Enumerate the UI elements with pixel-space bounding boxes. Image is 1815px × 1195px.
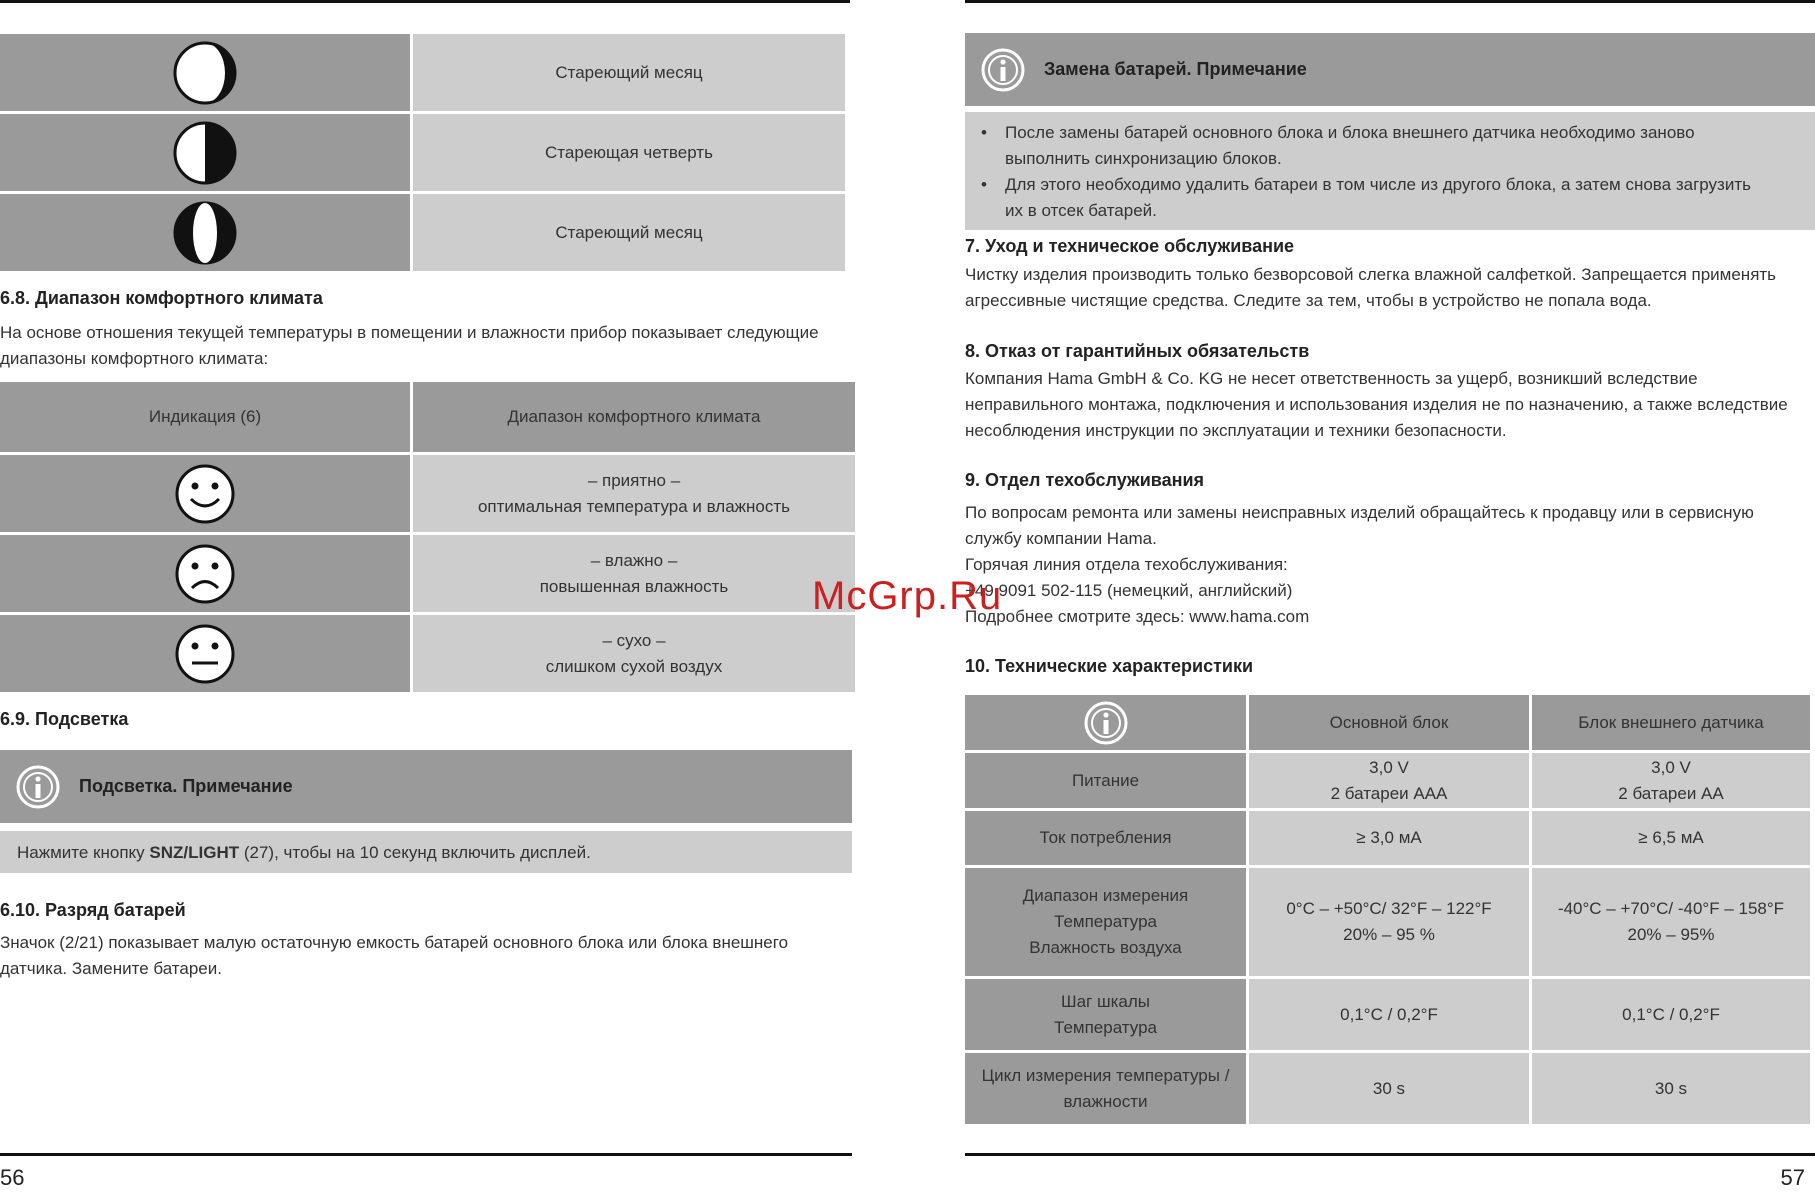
moon-phase-label: Стареющая четверть [545,142,713,162]
spec-value: 0°C – +50°C/ 32°F – 122°F [1286,899,1492,918]
moon-icon-cell [0,34,413,114]
note-text-post: (27), чтобы на 10 секунд включить дисплей. [239,843,591,862]
moon-phase-table [0,34,845,271]
care-heading: 7. Уход и техническое обслуживание [965,236,1295,256]
bottom-rule [965,1153,1815,1156]
spec-value: 0,1°C / 0,2°F [1622,1004,1720,1024]
table-header-row [0,382,855,455]
hotline-number: +49 9091 502-115 (немецкий, английский) [965,581,1293,600]
table-row [965,868,1810,979]
spec-label-cell [965,868,1249,979]
face-icon-cell [0,615,413,692]
spec-label-cell [965,811,1249,868]
header-cell [0,382,413,455]
moon-label-cell [413,194,845,271]
left-page [0,0,860,1195]
face-icon-cell [0,535,413,615]
table-row [965,979,1810,1053]
backlight-note-header [0,750,852,823]
moon-icon-cell [0,194,413,271]
battery-note-header [965,33,1815,106]
moon-icon-cell [0,114,413,194]
header-cell [413,382,855,455]
website-line: Подробнее смотрите здесь: www.hama.com [965,607,1310,626]
spec-value: 2 батареи AAA [1330,783,1448,803]
text-line: неправильного монтажа, подключения и использования изделия не по назначению, а также вследствие [965,395,1788,414]
text-line: диапазоны комфортного климата: [0,349,269,368]
service-text [965,500,1754,630]
spec-label-cell [965,979,1249,1053]
bullet-line: После замены батарей основного блока и блока внешнего датчика необходимо заново [1005,123,1695,142]
care-text [965,262,1776,314]
service-heading: 9. Отдел техобслуживания [965,470,1205,490]
comfort-description: слишком сухой воздух [545,656,723,676]
comfort-state: – сухо – [602,630,666,650]
header-comfort-range: Диапазон комфортного климата [507,407,761,426]
text-line: По вопросам ремонта или замены неисправных изделий обращайтесь к продавцу или в сервисную [965,503,1754,522]
text-line: Горячая линия отдела техобслуживания: [965,555,1288,574]
spec-main-cell [1249,753,1532,811]
text-line: Компания Hama GmbH & Co. KG не несет ответственность за ущерб, возникший вследствие [965,369,1698,388]
table-row [0,194,845,271]
bottom-rule [0,1153,852,1156]
spec-main-cell [1249,811,1532,868]
specs-heading: 10. Технические характеристики [965,656,1254,676]
spec-label: Цикл измерения температуры / [981,1065,1230,1085]
top-rule [0,0,850,3]
waning-crescent-moon-icon [172,40,238,106]
table-row [965,753,1810,811]
spec-label: Питание [1071,770,1140,790]
spec-value: ≥ 6,5 мА [1638,828,1704,847]
last-quarter-moon-icon [172,120,238,186]
list-item [965,172,1815,224]
comfort-range-cell [413,455,855,535]
spec-value: 20% – 95% [1627,925,1715,944]
specs-table [965,695,1810,1124]
page-number: 56 [0,1165,25,1190]
spec-label-cell [965,1053,1249,1124]
spec-value: ≥ 3,0 мА [1356,828,1422,847]
text-line: несоблюдения инструкции по эксплуатации и техники безопасности. [965,421,1507,440]
spec-sensor-cell [1532,753,1810,811]
spec-main-cell [1249,868,1532,979]
comfort-text [0,320,819,372]
backlight-note-body [0,831,852,873]
spec-label: Ток потребления [1039,828,1172,847]
table-row [0,114,845,194]
spec-sensor-cell [1532,868,1810,979]
text-line: На основе отношения текущей температуры в помещении и влажности прибор показывает следующие [0,323,819,342]
comfort-range-cell [413,615,855,692]
spec-value: 2 батареи AA [1618,783,1724,803]
top-rule [965,0,1815,3]
spec-main-cell [1249,1053,1532,1124]
comfort-range-cell [413,535,855,615]
table-row [0,34,845,114]
moon-phase-label: Стареющий месяц [555,62,703,82]
header-sensor-unit: Блок внешнего датчика [1578,712,1764,732]
snz-light-button-label: SNZ/LIGHT [149,843,240,862]
face-icon-cell [0,455,413,535]
spec-label: Диапазон измерения [1022,886,1189,905]
text-line: Чистку изделия производить только безворсовой слегка влажной салфеткой. Запрещается применять [965,265,1777,284]
battery-text [0,930,788,982]
spec-value: 30 s [1372,1078,1406,1098]
spec-value: 3,0 V [1369,757,1409,777]
bullet-line: их в отсек батарей. [1005,201,1157,220]
info-icon [15,764,61,810]
comfort-table [0,382,855,692]
table-row [0,535,855,615]
spec-value: 3,0 V [1651,757,1691,777]
spec-value: 0,1°C / 0,2°F [1340,1004,1438,1024]
bullet-icon: • [981,123,987,142]
moon-label-cell [413,114,845,194]
spec-sensor-cell [1532,811,1810,868]
spec-label: Влажность воздуха [1029,938,1182,957]
waning-gibbous-moon-icon [172,200,238,266]
smiley-face-icon [174,463,236,525]
bullet-line: Для этого необходимо удалить батареи в том числе из другого блока, а затем снова загрузить [1005,175,1751,194]
spec-label: Температура [1054,1017,1157,1037]
neutral-face-icon [174,623,236,685]
table-row [965,811,1810,868]
header-cell [1249,695,1532,753]
comfort-heading: 6.8. Диапазон комфортного климата [0,288,323,308]
comfort-state: – влажно – [590,550,678,570]
spec-sensor-cell [1532,1053,1810,1124]
text-line: датчика. Замените батареи. [0,959,222,978]
backlight-note-title: Подсветка. Примечание [79,776,293,796]
table-row [0,455,855,535]
comfort-state: – приятно – [587,470,681,490]
list-item [965,120,1815,172]
warranty-text [965,366,1788,444]
note-text-pre: Нажмите кнопку [17,843,150,862]
table-row [0,615,855,692]
sad-face-icon [174,543,236,605]
backlight-heading: 6.9. Подсветка [0,709,129,729]
text-line: службу компании Hama. [965,529,1157,548]
header-indication: Индикация (6) [148,407,262,426]
table-row [965,1053,1810,1124]
battery-note-body [965,112,1815,230]
spec-label: Шаг шкалы [1060,991,1150,1011]
info-icon [980,47,1026,93]
spec-label-cell [965,753,1249,811]
text-line: агрессивные чистящие средства. Следите за тем, чтобы в устройство не попала вода. [965,291,1652,310]
battery-heading: 6.10. Разряд батарей [0,900,186,920]
moon-phase-label: Стареющий месяц [555,222,703,242]
bullet-icon: • [981,175,987,194]
text-line: Значок (2/21) показывает малую остаточную емкость батарей основного блока или блока внешнего [0,933,789,952]
comfort-description: повышенная влажность [539,576,729,596]
page-number: 57 [1780,1165,1805,1190]
spec-main-cell [1249,979,1532,1053]
warranty-heading: 8. Отказ от гарантийных обязательств [965,341,1310,361]
bullet-line: выполнить синхронизацию блоков. [1005,149,1282,168]
battery-note-title: Замена батарей. Примечание [1044,59,1307,79]
moon-label-cell [413,34,845,114]
spec-value: 20% – 95 % [1343,925,1435,944]
comfort-description: оптимальная температура и влажность [477,496,791,516]
header-icon-cell [965,695,1249,753]
table-header-row [965,695,1810,753]
watermark: McGrp.Ru [812,574,1003,618]
right-page [960,0,1815,1195]
header-main-unit: Основной блок [1329,712,1449,732]
header-cell [1532,695,1810,753]
spec-label: влажности [1063,1091,1148,1111]
spec-value: -40°C – +70°C/ -40°F – 158°F [1557,899,1785,918]
spec-sensor-cell [1532,979,1810,1053]
info-icon [1083,700,1129,746]
spec-label: Температура [1054,912,1157,931]
spec-value: 30 s [1654,1078,1688,1098]
